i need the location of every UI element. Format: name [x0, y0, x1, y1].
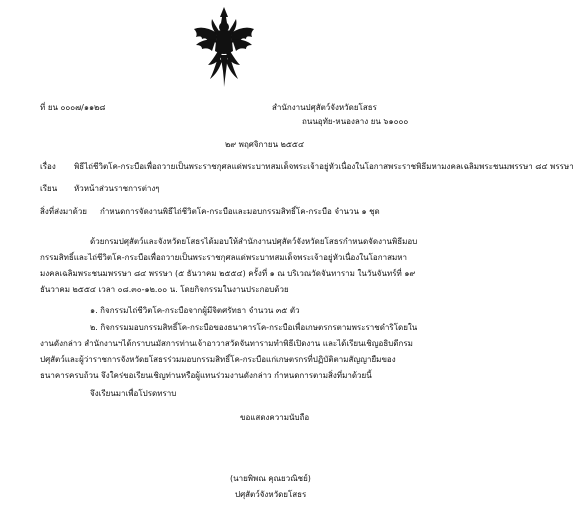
- subject-label: เรื่อง: [40, 162, 56, 171]
- document-date: ๒๙ พฤศจิกายน ๒๕๕๔: [225, 140, 305, 149]
- office-name: สำนักงานปศุสัตว์จังหวัดยโสธร: [272, 103, 377, 112]
- activity-item-1: ๑. กิจกรรมไถ่ชีวิตโค-กระบือจากผู้มีจิตศรัทธา จำนวน ๓๕ ตัว: [90, 306, 300, 315]
- signatory-name: (นายพิพณ คุณยวณิชย์): [230, 474, 311, 483]
- activity-item-2: ๒. กิจกรรมมอบกรรมสิทธิ์โค-กระบือของธนาคารโค-กระบือเพื่อเกษตรกรตามพระราชดำริโดยในงานดังกล่าว สำนักงานฯได้กราบนมัสการท่านเจ้าอาวาสวัดจันทารามทำพิธีเปิดงาน และได้เรียนเชิญอธิบดีกรมปศุสัตว์และผู้ว่าราชการจังหวัดยโสธรร่วมมอบกรรมสิทธิ์โค-กระบือแก่เกษตรกรที่ปฏิบัติตามสัญญายืมของธนาคารครบถ้วน จึงใคร่ขอเรียนเชิญท่านหรือผู้แทนร่วมงานดังกล่าว กำหนดการตามสิ่งที่มาด้วยนี้: [40, 323, 418, 380]
- body-paragraph-1: ด้วยกรมปศุสัตว์และจังหวัดยโสธรได้มอบให้สำนักงานปศุสัตว์จังหวัดยโสธรกำหนดจัดงานพิธีมอบกรรมสิทธิ์และไถ่ชีวิตโค-กระบือเพื่อถวายเป็นพระราชกุศลแด่พระบาทสมเด็จพระเจ้าอยู่หัวเนื่องในโอกาสมหามงคลเฉลิมพระชนมพรรษา ๘๔ พรรษา (๕ ธันวาคม ๒๕๕๔) ครั้งที่ ๑ ณ บริเวณวัดจันทาราม ในวันจันทร์ที่ ๑๙ ธันวาคม ๒๕๕๔ เวลา ๐๘.๓๐-๑๒.๐๐ น. โดยกิจกรรมในงานประกอบด้วย: [40, 237, 418, 294]
- recipient-text: หัวหน้าส่วนราชการต่างๆ: [74, 184, 160, 193]
- closing-salutation: ขอแสดงความนับถือ: [240, 413, 310, 422]
- subject-text: พิธีไถ่ชีวิตโค-กระบือเพื่อถวายเป็นพระราชกุศลแด่พระบาทสมเด็จพระเจ้าอยู่หัวเนื่องในโอกาสพระราชพิธีมหามงคลเฉลิมพระชนมพรรษา ๘๔ พรรษา: [74, 162, 574, 171]
- reference-number: ที่ ยน ๐๐๐๗/๑๑๒๘: [40, 103, 106, 112]
- signatory-title: ปศุสัตว์จังหวัดยโสธร: [235, 490, 307, 499]
- office-address: ถนนอุทัย-หนองลาง ยน ๖๑๐๐๐: [302, 117, 409, 126]
- recipient-label: เรียน: [40, 184, 58, 193]
- garuda-emblem-icon: [190, 5, 258, 91]
- enclosure-label: สิ่งที่ส่งมาด้วย: [40, 207, 87, 216]
- enclosure-text: กำหนดการจัดงานพิธีไถ่ชีวิตโค-กระบือและมอบกรรมสิทธิ์โค-กระบือ จำนวน ๑ ชุด: [100, 207, 380, 216]
- closing-request: จึงเรียนมาเพื่อโปรดทราบ: [90, 389, 177, 398]
